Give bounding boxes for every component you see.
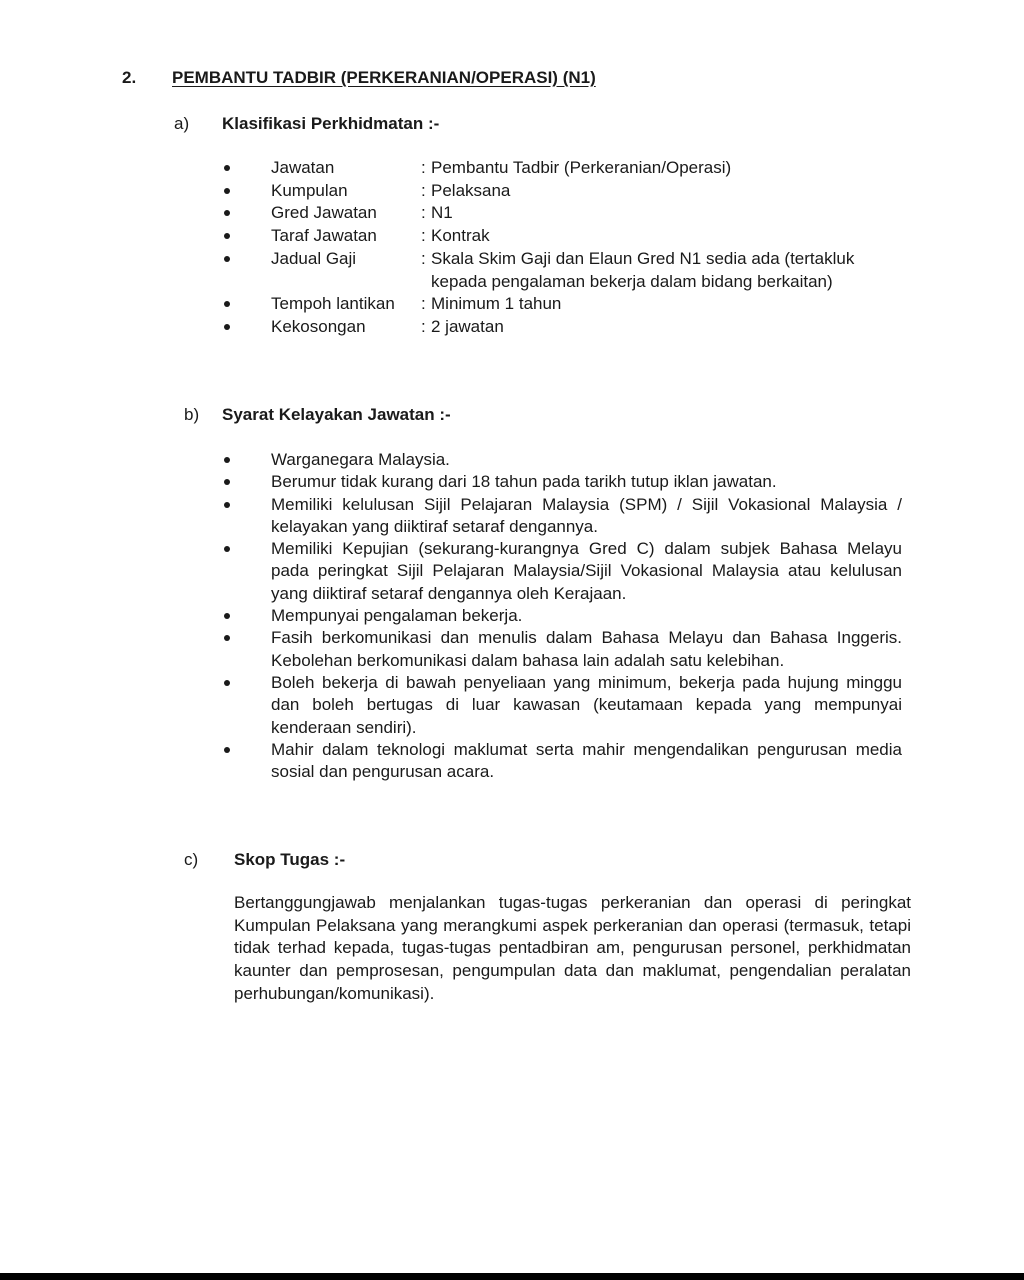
colon-separator: : bbox=[421, 158, 426, 177]
bullet-icon bbox=[222, 316, 271, 339]
requirement-text: Memiliki Kepujian (sekurang-kurangnya Gred C) dalam subjek Bahasa Melayu pada peringkat Sijil Pelajaran Malaysia/Sijil Vokasional Malaysia atau kelulusan yang diiktiraf setaraf dengannya oleh Kerajaan. bbox=[271, 539, 902, 603]
list-item bbox=[222, 605, 902, 627]
item-value: Kontrak bbox=[431, 226, 490, 246]
list-item bbox=[222, 739, 902, 784]
subsection-b-title: Syarat Kelayakan Jawatan :- bbox=[222, 405, 451, 424]
bullet-icon bbox=[222, 739, 271, 784]
colon-separator: : bbox=[421, 294, 426, 314]
item-value: N1 bbox=[431, 203, 453, 223]
bullet-icon bbox=[222, 494, 271, 539]
subsection-a-letter: a) bbox=[174, 114, 190, 133]
list-item bbox=[222, 202, 922, 225]
list-item bbox=[222, 225, 922, 248]
bullet-icon bbox=[222, 293, 271, 316]
list-item bbox=[222, 293, 922, 316]
bottom-border bbox=[0, 1273, 1024, 1280]
bullet-icon bbox=[222, 225, 271, 248]
item-label: Kumpulan bbox=[271, 180, 348, 200]
colon-separator: : bbox=[421, 203, 426, 223]
section-heading bbox=[122, 68, 596, 88]
colon-separator: : bbox=[421, 316, 426, 336]
requirement-text: Mahir dalam teknologi maklumat serta mahir mengendalikan pengurusan media sosial dan pengurusan acara. bbox=[271, 739, 902, 782]
bullet-icon bbox=[222, 605, 271, 627]
subsection-b-letter: b) bbox=[184, 405, 200, 424]
item-value: Pelaksana bbox=[431, 180, 511, 200]
colon-separator: : bbox=[421, 226, 426, 246]
subsection-c-letter: c) bbox=[184, 850, 199, 869]
item-label: Gred Jawatan bbox=[271, 203, 377, 223]
requirements-list bbox=[222, 449, 902, 783]
subsection-b-heading bbox=[184, 405, 451, 425]
item-value: Minimum 1 tahun bbox=[431, 294, 562, 314]
bullet-icon bbox=[222, 672, 271, 739]
item-value: 2 jawatan bbox=[431, 316, 504, 336]
item-label: Jawatan bbox=[271, 158, 335, 177]
list-item bbox=[222, 157, 922, 180]
colon-separator: : bbox=[421, 180, 426, 200]
bullet-icon bbox=[222, 248, 271, 293]
list-item bbox=[222, 494, 902, 539]
requirement-text: Mempunyai pengalaman bekerja. bbox=[271, 606, 523, 626]
list-item bbox=[222, 627, 902, 672]
requirement-text: Memiliki kelulusan Sijil Pelajaran Malaysia (SPM) / Sijil Vokasional Malaysia / kelayakan yang diiktiraf setaraf dengannya. bbox=[271, 494, 902, 536]
item-value: Skala Skim Gaji dan Elaun Gred N1 sedia ada (tertakluk kepada pengalaman bekerja dalam bidang berkaitan) bbox=[431, 248, 855, 291]
bullet-icon bbox=[222, 157, 271, 180]
list-item bbox=[222, 248, 922, 293]
bullet-icon bbox=[222, 180, 271, 203]
list-item bbox=[222, 538, 902, 605]
subsection-c-heading bbox=[184, 850, 345, 870]
requirement-text: Warganegara Malaysia. bbox=[271, 450, 450, 469]
list-item bbox=[222, 672, 902, 739]
bullet-icon bbox=[222, 471, 271, 493]
subsection-c-title: Skop Tugas :- bbox=[234, 850, 346, 869]
subsection-a-heading bbox=[174, 114, 439, 134]
colon-separator: : bbox=[421, 248, 426, 268]
list-item bbox=[222, 316, 922, 339]
item-value: Pembantu Tadbir (Perkeranian/Operasi) bbox=[431, 158, 732, 177]
requirement-text: Berumur tidak kurang dari 18 tahun pada tarikh tutup iklan jawatan. bbox=[271, 472, 777, 492]
section-number: 2. bbox=[122, 68, 137, 87]
bullet-icon bbox=[222, 627, 271, 672]
item-label: Kekosongan bbox=[271, 316, 366, 336]
item-label: Jadual Gaji bbox=[271, 248, 357, 268]
list-item bbox=[222, 471, 902, 493]
bullet-icon bbox=[222, 449, 271, 471]
list-item bbox=[222, 449, 902, 471]
requirement-text: Fasih berkomunikasi dan menulis dalam Bahasa Melayu dan Bahasa Inggeris. Kebolehan berkomunikasi dalam bahasa lain adalah satu kelebihan. bbox=[271, 628, 902, 670]
item-label: Tempoh lantikan bbox=[271, 294, 395, 314]
subsection-a-title: Klasifikasi Perkhidmatan :- bbox=[222, 114, 440, 133]
list-item bbox=[222, 180, 922, 203]
bullet-icon bbox=[222, 202, 271, 225]
item-label: Taraf Jawatan bbox=[271, 226, 377, 246]
requirement-text: Boleh bekerja di bawah penyeliaan yang minimum, bekerja pada hujung minggu dan boleh bertugas di luar kawasan (keutamaan kepada yang mempunyai kenderaan sendiri). bbox=[271, 672, 902, 737]
section-title: PEMBANTU TADBIR (PERKERANIAN/OPERASI) (N1) bbox=[172, 68, 596, 87]
scope-paragraph: Bertanggungjawab menjalankan tugas-tugas perkeranian dan operasi di peringkat Kumpulan Pelaksana yang merangkumi aspek perkeranian dan operasi (termasuk, tetapi tidak terhad kepada, tugas-tugas pentadbiran am, pengurusan personel, perkhidmatan kaunter dan pemprosesan, pengumpulan data dan maklumat, pengendalian peralatan perhubungan/komunikasi). bbox=[234, 893, 911, 1003]
bullet-icon bbox=[222, 538, 271, 605]
classification-list bbox=[222, 157, 922, 339]
